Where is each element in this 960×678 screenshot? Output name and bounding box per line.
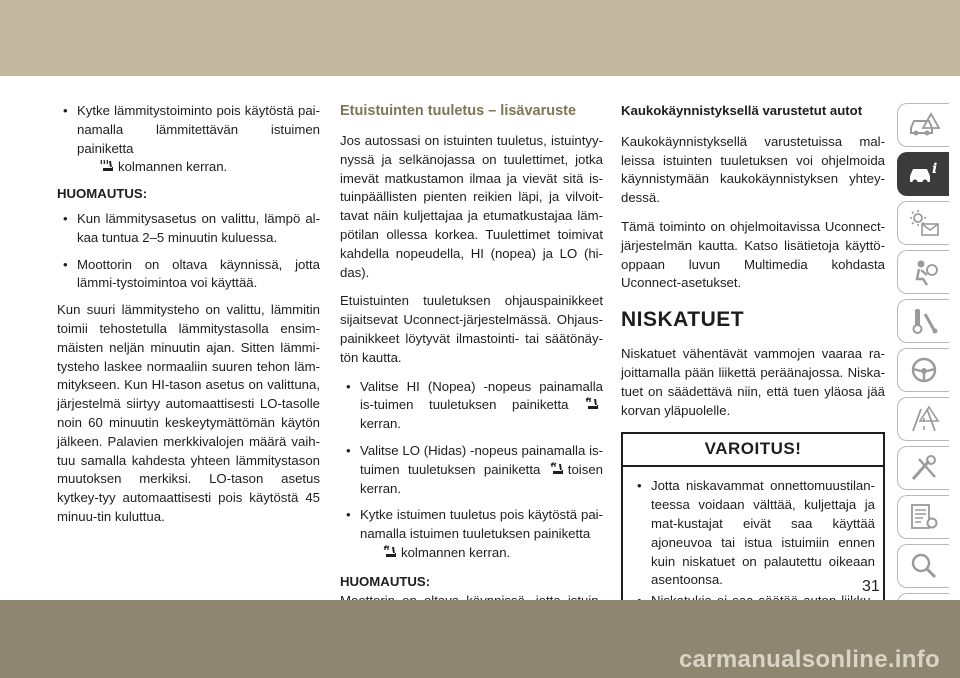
top-band [0,0,960,76]
list-item: • Kun lämmitysasetus on valittu, lämpö al-kaa tuntua 2–5 minuutin kuluessa. [57,210,320,248]
ventilated-seat-icon [382,545,397,559]
section-heading: NISKATUET [621,308,745,332]
column-1 [57,102,320,537]
checklist-gear-icon [907,502,941,532]
bullet-text: kolmannen kerran. [401,544,511,560]
tab-tools[interactable] [897,446,949,490]
tab-road-hazard[interactable] [897,397,949,441]
list-item [340,378,603,434]
paragraph: Kaukokäynnistyksellä varustetuissa mal-leissa istuinten tuuletuksen voi ohjelmoida käynnistymään kaukokäynnistyksen yhtey-dessä. [621,133,885,206]
tab-search[interactable] [897,544,949,588]
column-3 [621,102,885,655]
page-number: 31 [862,578,880,595]
list-item [57,102,320,177]
car-info-icon [907,159,941,189]
bullet-text: Valitse LO (Hidas) -nopeus painamalla is-tuimen tuuletuksen painiketta [360,442,603,477]
ventilated-seat-icon [549,462,564,476]
warning-title: VAROITUS! [623,434,883,467]
paragraph: Niskatuet vähentävät vammojen vaaraa ra-joittamalla pään liikettä peräänajossa. Niska-tuet on säädettävä niin, että tuen yläosa jää korvan yläpuolelle. [621,346,885,418]
steering-wheel-icon [907,355,941,385]
bullet-text: Kytke istuimen tuuletus pois käytöstä pai-namalla istuimen tuuletuksen painiketta [360,507,603,542]
tab-sun-envelope[interactable] [897,201,949,245]
search-icon [907,551,941,581]
bullet-text: toisen kerran. [360,461,603,496]
tab-key-wrench[interactable] [897,299,949,343]
chapter-tabs [897,103,949,642]
list-item: • Jotta niskavammat onnettomuustilan-teessa voidaan välttää, kuljettaja ja mat-kustajat eivät saa käyttää ajoneuvoa tai istua istuimiin ennen kuin niskatuet on palautettu oikeaan asentoonsa. [631,477,875,590]
note-heading: HUOMAUTUS: [340,573,431,589]
list-item [340,442,603,498]
bullet-text: kerran. [360,416,402,432]
sun-envelope-icon [907,208,941,238]
list-item: • Moottorin on oltava käynnissä, jotta lämmi-tystoimintoa voi käyttää. [57,256,320,294]
tools-icon [907,453,941,483]
paragraph: Kun suuri lämmitysteho on valittu, lämmitin toimii tehostetulla lämmitystasolla ensim-mäisten neljän minuutin ajan. Sitten lämmi-tysteho laskee normaaliin suuren tehon läm-mitykseen. Kun HI-tason asetus on valittuna, järjestelmä siirtyy automaattisesti LO-tasolle noin 60 minuutin keskeytymättömän käytön jälkeen. Palavien merkkivalojen määrä vaih-tuu samalla kahdesta yhteen lämmitystason muutoksen merkiksi. LO-tason asetus kytkey-tyy automaattisesti pois käytöstä 45 minuu-tin kuluttua. [57,302,320,524]
tab-car-info[interactable] [897,152,949,196]
airbag-person-icon [907,257,941,287]
bullet-text: Kytke lämmitystoiminto pois käytöstä pai-namalla lämmitettävän istuimen painiketta [77,103,320,156]
watermark: carmanualsonline.info [678,646,940,673]
list-item [340,506,603,562]
sub-heading: Kaukokäynnistyksellä varustetut autot [621,103,863,118]
heated-seat-icon [99,159,114,173]
section-heading: Etuistuinten tuuletus – lisävaruste [340,103,577,119]
tab-car-warning[interactable] [897,103,949,147]
tab-checklist-gear[interactable] [897,495,949,539]
svg-text:i: i [931,161,937,177]
car-warning-icon [907,110,941,140]
road-hazard-icon [907,404,941,434]
paragraph: Tämä toiminto on ohjelmoitavissa Uconnect-järjestelmän kautta. Katso lisätietoja käyttö-oppaan luvun Multimedia kohdasta Uconnect-asetukset. [621,218,885,291]
column-2 [340,102,603,639]
bullet-text: kolmannen kerran. [118,159,228,175]
key-wrench-icon [907,306,941,336]
ventilated-seat-icon [584,397,599,411]
paragraph: Etuistuinten tuuletuksen ohjauspainikkeet sijaitsevat Uconnect-järjestelmässä. Ohjaus-painikkeet löytyvät ilmastointi- tai säätönäy-tön kautta. [340,293,603,365]
tab-airbag[interactable] [897,250,949,294]
note-heading: HUOMAUTUS: [57,186,148,202]
paragraph: Jos autossasi on istuinten tuuletus, istuintyy-nyssä ja selkänojassa on tuulettimet, jotka imevät matkustamon ilmaa ja vievät sitä is-tuinpäällisten pienten reikien läpi, ja vilvoit-tavat näin kuljettajaa ja etumatkustajaa läm-pötilan ollessa korkea. Tuulettimet toimivat kahdella nopeudella, HI (nopea) ja LO (hi-das). [340,133,603,280]
bullet-text: Valitse HI (Nopea) -nopeus painamalla is-tuimen tuuletuksen painiketta [360,378,603,413]
tab-steering-wheel[interactable] [897,348,949,392]
